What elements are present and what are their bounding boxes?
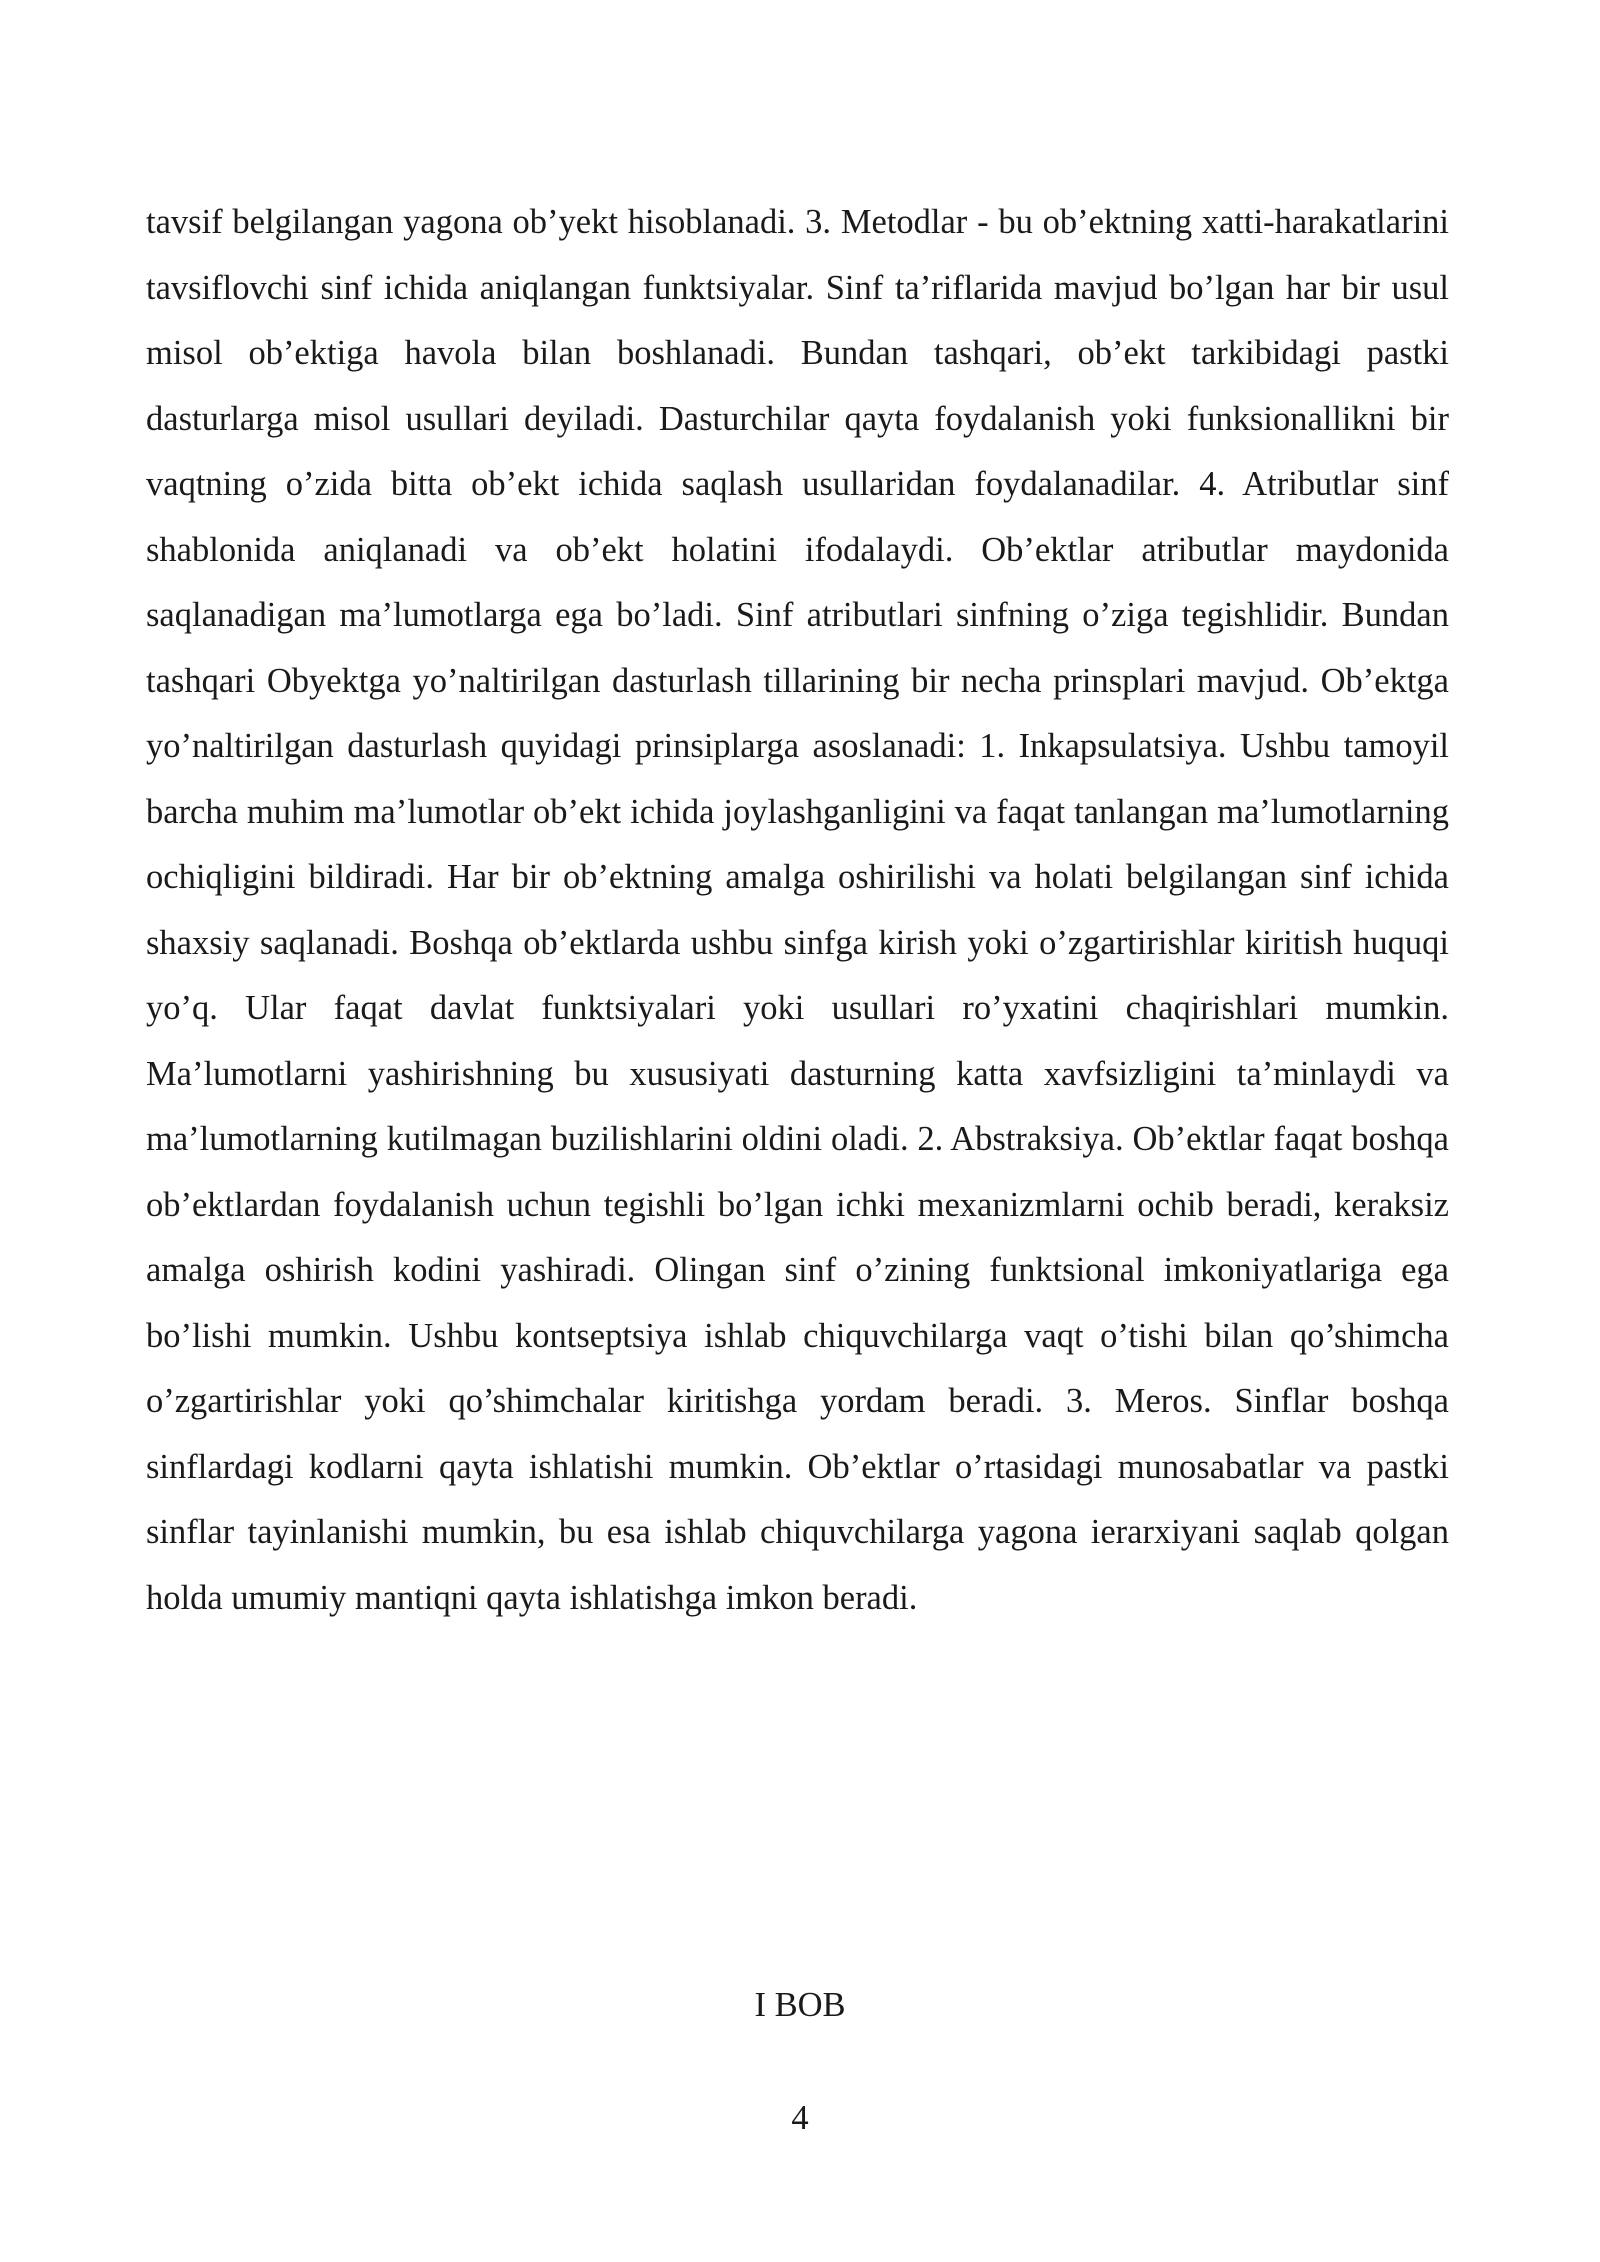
chapter-heading: I BOB (754, 1986, 846, 2024)
page-number: 4 (791, 2099, 809, 2137)
body-paragraph: tavsif belgilangan yagona ob’yekt hisoblanadi. 3. Metodlar - bu ob’ektning xatti-harakatlarini tavsiflovchi sinf ichida aniqlangan funktsiyalar. Sinf ta’riflarida mavjud bo’lgan har bir usul misol ob’ektiga havola bilan boshlanadi. Bundan tashqari, ob’ekt tarkibidagi pastki dasturlarga misol usullari deyiladi. Dasturchilar qayta foydalanish yoki funksionallikni bir vaqtning o’zida bitta ob’ekt ichida saqlash usullaridan foydalanadilar. 4. Atributlar sinf shablonida aniqlanadi va ob’ekt holatini ifodalaydi. Ob’ektlar atributlar maydonida saqlanadigan ma’lumotlarga ega bo’ladi. Sinf atributlari sinfning o’ziga tegishlidir. Bundan tashqari Obyektga yo’naltirilgan dasturlash tillarining bir necha prinsplari mavjud. Ob’ektga yo’naltirilgan dasturlash quyidagi prinsiplarga asoslanadi: 1. Inkapsulatsiya. Ushbu tamoyil barcha muhim ma’lumotlar ob’ekt ichida joylashganligini va faqat tanlangan ma’lumotlarning ochiqligini bildiradi. Har bir ob’ektning amalga oshirilishi va holati belgilangan sinf ichida shaxsiy saqlanadi. Boshqa ob’ektlarda ushbu sinfga kirish yoki o’zgartirishlar kiritish huquqi yo’q. Ular faqat davlat funktsiyalari yoki usullari ro’yxatini chaqirishlari mumkin. Ma’lumotlarni yashirishning bu xususiyati dasturning katta xavfsizligini ta’minlaydi va ma’lumotlarning kutilmagan buzilishlarini oldini oladi. 2. Abstraksiya. Ob’ektlar faqat boshqa ob’ektlardan foydalanish uchun tegishli bo’lgan ichki mexanizmlarni ochib beradi, keraksiz amalga oshirish kodini yashiradi. Olingan sinf o’zining funktsional imkoniyatlariga ega bo’lishi mumkin. Ushbu kontseptsiya ishlab chiquvchilarga vaqt o’tishi bilan qo’shimcha o’zgartirishlar yoki qo’shimchalar kiritishga yordam beradi. 3. Meros. Sinflar boshqa sinflardagi kodlarni qayta ishlatishi mumkin. Ob’ektlar o’rtasidagi munosabatlar va pastki sinflar tayinlanishi mumkin, bu esa ishlab chiquvchilarga yagona ierarxiyani saqlab qolgan holda umumiy mantiqni qayta ishlatishga imkon beradi. (146, 203, 1449, 1617)
